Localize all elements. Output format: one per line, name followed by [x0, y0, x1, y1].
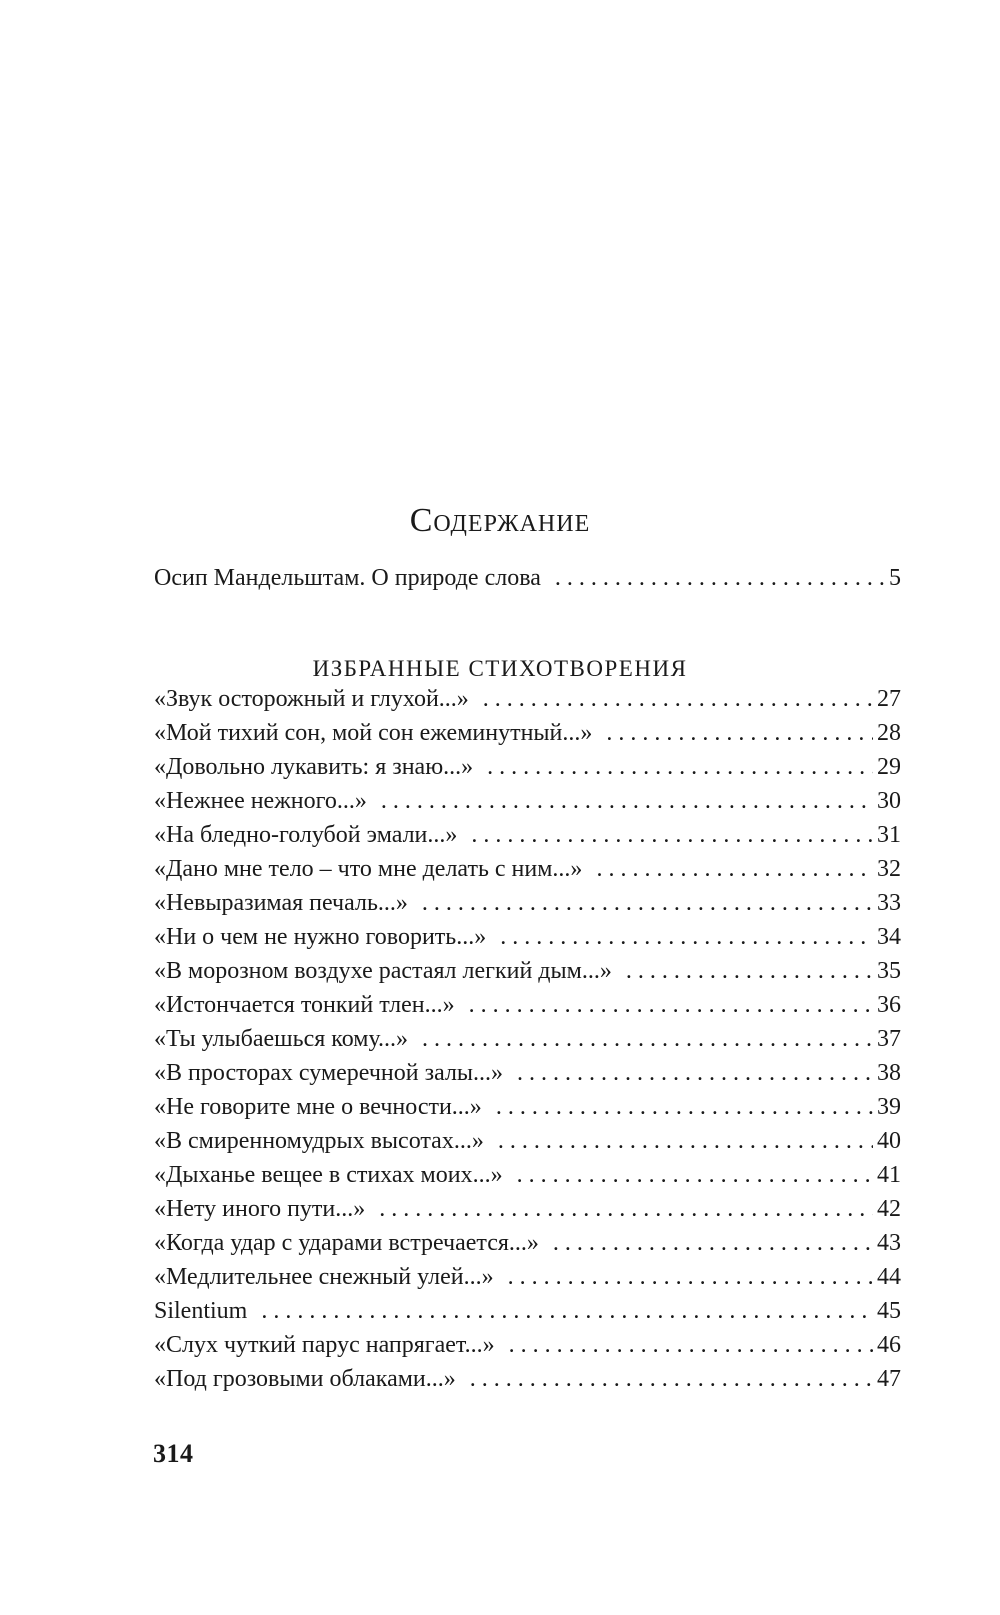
- toc-entry-page: 44: [877, 1264, 901, 1290]
- dot-leader: [469, 990, 873, 1020]
- toc-entry-title: «В просторах сумеречной залы...»: [154, 1060, 504, 1086]
- toc-entry: [154, 922, 901, 952]
- section-title: ИЗБРАННЫЕ СТИХОТВОРЕНИЯ: [312, 656, 688, 681]
- toc-entry-title: «Невыразимая печаль...»: [154, 890, 408, 916]
- toc-entry: [154, 1092, 901, 1122]
- toc-entry-page: 38: [877, 1060, 901, 1086]
- toc-entry-page: 27: [877, 686, 901, 712]
- toc-entry: [154, 718, 901, 748]
- dot-leader: [471, 820, 873, 850]
- dot-leader: [261, 1296, 873, 1326]
- dot-leader: [626, 956, 873, 986]
- toc-entry-title: «В морозном воздухе растаял легкий дым...»: [154, 958, 612, 984]
- toc-entry-page: 5: [889, 565, 901, 591]
- toc-entry-page: 36: [877, 992, 901, 1018]
- dot-leader: [553, 1228, 873, 1258]
- toc-entry-title: «Дано мне тело – что мне делать с ним...»: [154, 856, 583, 882]
- toc-entry-intro: [154, 563, 901, 593]
- toc-entry: [154, 956, 901, 986]
- toc-entry-title: «На бледно-голубой эмали...»: [154, 822, 458, 848]
- toc-entry: [154, 1228, 901, 1258]
- toc-entry-title: «Довольно лукавить: я знаю...»: [154, 754, 474, 780]
- toc-entry-title: Silentium: [154, 1298, 248, 1324]
- toc-entry-title: «Дыханье вещее в стихах моих...»: [154, 1162, 503, 1188]
- dot-leader: [606, 718, 873, 748]
- toc-entry-page: 39: [877, 1094, 901, 1120]
- toc-entry: [154, 1160, 901, 1190]
- dot-leader: [379, 1194, 873, 1224]
- toc-entry: [154, 990, 901, 1020]
- toc-entry: [154, 1194, 901, 1224]
- toc-entry-title: «Истончается тонкий тлен...»: [154, 992, 455, 1018]
- toc-entry: [154, 1364, 901, 1394]
- toc-entry: [154, 854, 901, 884]
- toc-entry-page: 33: [877, 890, 901, 916]
- toc-entry: [154, 752, 901, 782]
- toc-entry-page: 37: [877, 1026, 901, 1052]
- toc-entry-title: «Не говорите мне о вечности...»: [154, 1094, 482, 1120]
- dot-leader: [500, 922, 873, 952]
- toc-entry-title: «В смиренномудрых высотах...»: [154, 1128, 484, 1154]
- toc-entry-page: 34: [877, 924, 901, 950]
- toc-entry: [154, 786, 901, 816]
- toc-entry: [154, 1058, 901, 1088]
- toc-entry-page: 46: [877, 1332, 901, 1358]
- toc-entry: [154, 1024, 901, 1054]
- dot-leader: [508, 1262, 873, 1292]
- toc-entry-page: 47: [877, 1366, 901, 1392]
- toc-entry-title: «Нету иного пути...»: [154, 1196, 366, 1222]
- toc-entry: [154, 1296, 901, 1326]
- toc-entry-page: 31: [877, 822, 901, 848]
- toc-entry-title: «Мой тихий сон, мой сон ежеминутный...»: [154, 720, 593, 746]
- toc-entry-page: 30: [877, 788, 901, 814]
- toc-entry-page: 42: [877, 1196, 901, 1222]
- dot-leader: [496, 1092, 873, 1122]
- toc-entry: [154, 1330, 901, 1360]
- toc-entry-page: 40: [877, 1128, 901, 1154]
- toc-entry-title: «Нежнее нежного...»: [154, 788, 367, 814]
- toc-entry-title: «Ты улыбаешься кому...»: [154, 1026, 409, 1052]
- dot-leader: [517, 1058, 873, 1088]
- toc-entry-title: «Ни о чем не нужно говорить...»: [154, 924, 487, 950]
- toc-entry: [154, 888, 901, 918]
- page-title: Содержание: [409, 502, 591, 539]
- dot-leader: [555, 563, 885, 593]
- dot-leader: [483, 684, 873, 714]
- toc-entry-title: «Под грозовыми облаками...»: [154, 1366, 456, 1392]
- toc-entry-page: 35: [877, 958, 901, 984]
- dot-leader: [596, 854, 873, 884]
- toc-entry-title: «Медлительнее снежный улей...»: [154, 1264, 494, 1290]
- dot-leader: [422, 888, 873, 918]
- toc-entry: [154, 1126, 901, 1156]
- dot-leader: [509, 1330, 873, 1360]
- toc-entry: [154, 820, 901, 850]
- toc-entry-page: 32: [877, 856, 901, 882]
- toc-entry-title: «Звук осторожный и глухой...»: [154, 686, 469, 712]
- toc-entry-page: 45: [877, 1298, 901, 1324]
- dot-leader: [381, 786, 873, 816]
- dot-leader: [422, 1024, 873, 1054]
- toc-entry-page: 28: [877, 720, 901, 746]
- dot-leader: [487, 752, 873, 782]
- toc-entry-page: 41: [877, 1162, 901, 1188]
- dot-leader: [470, 1364, 873, 1394]
- toc-entry-page: 29: [877, 754, 901, 780]
- dot-leader: [517, 1160, 873, 1190]
- dot-leader: [498, 1126, 873, 1156]
- toc-entry: [154, 684, 901, 714]
- toc-entry-title: Осип Мандельштам. О природе слова: [154, 565, 541, 591]
- toc-entry-page: 43: [877, 1230, 901, 1256]
- toc-entry: [154, 1262, 901, 1292]
- page-number: 314: [153, 1439, 194, 1468]
- toc-entry-title: «Когда удар с ударами встречается...»: [154, 1230, 539, 1256]
- toc-entry-title: «Слух чуткий парус напрягает...»: [154, 1332, 495, 1358]
